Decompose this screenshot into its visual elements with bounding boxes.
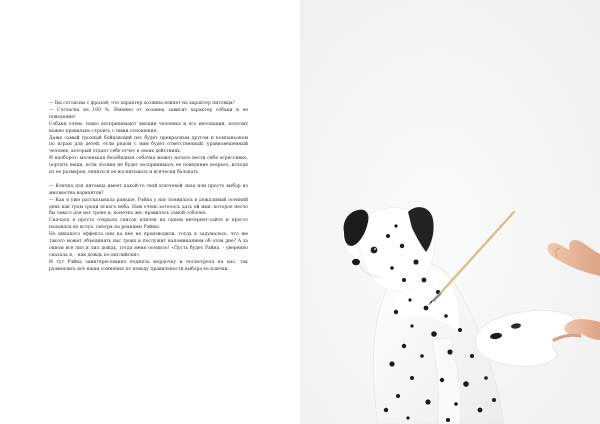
paragraph-gap: [49, 177, 248, 184]
article-paragraph: Даже самый грозный бойцовский пес будет прекрасным другом и компаньоном по играм для детей, если рядом с ним будет ответственный, уравновешенный человек, который отдает себе отчет в своих действиях.: [49, 135, 248, 155]
article-paragraph: — Согласна на 100 %. Именно от хозяина зависит характер собаки и ее поведение!: [49, 107, 248, 120]
article-paragraph: — Кличка для питомца имеет какой-то свой ключевой знак или просто выбор из множества вариантов?: [49, 183, 248, 196]
article-paragraph: — Вы согласны с фразой, что характер хозяина влияет на характер питомца?: [49, 101, 235, 106]
article-text: [49, 101, 248, 274]
dalmatian-photo: [300, 0, 600, 424]
article-paragraph: — Как я уже рассказывала раньше, Рэйна у нас появилась в дождливый осенний день как гром среди ясного неба. Нам очень хотелось дать ей имя, которое несло бы смысл для нас троих и, конечно же, нравилось самой собачке.: [49, 197, 248, 217]
article-paragraph: Собаки очень тонко воспринимают эмоции человека и его интонации, поэтому важно правильно строить с ними отношения.: [49, 121, 248, 134]
article-paragraph: И наоборот: маленькая безобидная собачка может начать вести себя агрессивно, портить вещи, если хозяин не будет воспринимать ее поведение всерьез, исходя из ее размеров, лениться ее воспитывать и всячески баловать.: [49, 156, 248, 176]
article-paragraph: И тут Рэйна заинтересованно подняла мордочку и посмотрела на нас, так развеялись все наши сомнения по поводу правильности выбора ее клички.: [49, 259, 248, 272]
article-paragraph: Сначала я просто открыла список кличек на одном интернет-сайте и просто называла их вслух, смотря на реакцию Рэйны.: [49, 218, 248, 231]
right-page-photo: [300, 0, 600, 424]
article-paragraph: Но никакого эффекта они на нее не производили, тогда я задумалась, что же такого может объединять нас троих и послужит напоминанием об этом дне? А за окном все лил и лил дождь, тогда меня осенило! «Пусть будет Рэйна, - уверенно сказала я, - как дождь по-английски».: [49, 232, 248, 258]
